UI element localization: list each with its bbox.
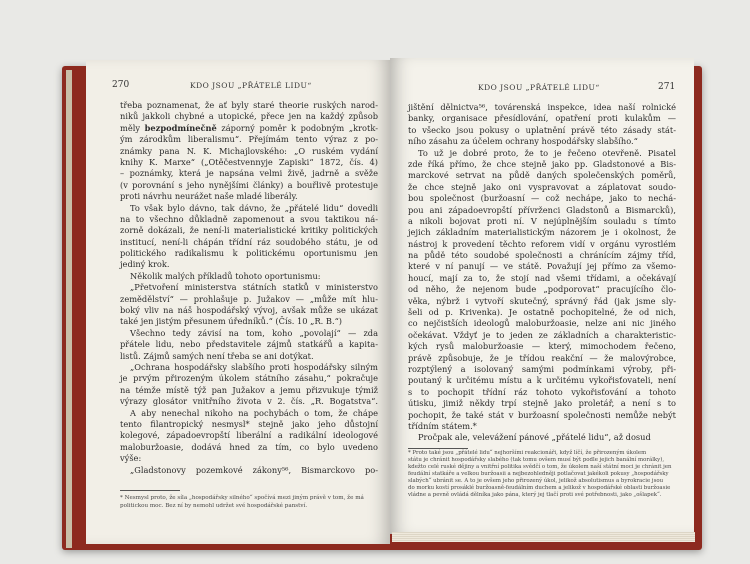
right-text-line: nástroj k provedení těchto reforem vidí v orgánu vyrostlém [408,238,676,249]
right-text-line: to všecko jsou pokusy o uplatnění právě této zásady stát- [408,124,676,135]
running-header-right: KDO JSOU „PŘÁTELÉ LIDU“ [478,83,600,92]
left-text-line: „Přetvoření ministerstva státních statků v ministerstvo [130,282,378,293]
left-text-line: tento filantropický nesmysl* stejně jako jeho důstojní [120,418,378,429]
right-text-line: třídním státem.* [408,420,477,431]
right-text-line: pochopit, že také stát v buržoasní společnosti nemůže nebýt [408,409,676,420]
left-text-line: „Ochrana hospodářsky slabšího proti hospodářsky silným [130,361,378,372]
left-text-line: knihy K. Marxe“ („Otěčestvennyje Zapiski“ 1872, čís. 4) [120,156,378,167]
right-text-line: houcí, mají za to, že stojí nad všemi třídami, a očekávají [408,272,676,283]
right-text-line: poutaný k určitému místu a k určitému vykořisťovateli, není [408,375,676,386]
right-text-line: na půdě této soudobé společnosti a chránícím zájmy tříd, [408,250,676,261]
right-text-line: rozptýlený a isolovaný samými podmínkami výroby, při- [408,363,676,374]
left-page [86,60,390,544]
page-stack-bottom [392,532,695,542]
right-text-line: co nejčistších ideologů maloburžoasie, nelze ani nic jiného [408,318,676,329]
left-text-line: ým zárodkům liberalismu“. Přejímám tento výraz z po- [120,134,378,145]
right-footnote-line: státu je chránit hospodářsky slabého (tak tomu ovšem musí být podle jejich banální morálky), [408,457,665,463]
right-page [390,58,694,534]
left-text-line: (v porovnání s jeho nynějšími články) a bouřlivě protestuje [120,179,378,190]
right-text-line: právě způsobuje, že je třídou reakční — že malovýrobce, [408,352,676,363]
right-footnote-line: slabých“ ubránit se. A to je ovšem jeho přirozený úkol, jelikož absolutismus a byrokracie jsou [408,478,664,484]
right-text-line: šeli od p. Krivenka). Je ostatně pochopitelné, že od nich, [408,307,676,318]
right-footnote-line: do morku kostí prosáklé buržoasně-feudálním duchem a jelikož v hospodářské oblasti buržoasie [408,485,671,491]
left-text-line: niků jakkoli chybné a utopické, přece jen na každý způsob [120,111,378,122]
footnote-rule-right [408,448,468,449]
footnote-rule-left [120,490,180,491]
right-text-line: jejich základním materialistickým názorem je i okolnost, že [408,227,676,238]
right-text-line: od něho, že nejenom bude „podporovat“ pracujícího člo- [408,284,676,295]
left-text-line: – poznámky, která je napsána velmi živě, jadrně a svěže [120,168,378,179]
right-text-line: zde říká přímo, že chce stejně jako pp. Gladstonové a Bis- [408,158,676,169]
left-page-body [120,100,378,476]
right-footnote-line: kdežto celé ruské dějiny a vnitřní politika svědčí o tom, že úkolem naší státní moci je chránit jen [408,464,672,470]
left-text-line: Několik malých příkladů tohoto oportunismu: [130,270,321,281]
right-text-line: útisku, jimiž někdy trpí stejně jako proletář, a není s to [408,398,676,409]
right-footnote-line: vládne a pevně ovládá dělníka jako pána, který jej tlačí proti své potřebnosti, jako „ošlapek“. [408,492,662,498]
left-text-line: listů. Zájmů samých není třeba se ani dotýkat. [120,350,314,361]
right-text-line: marckové setrvat na půdě daných společenských poměrů, [408,170,676,181]
left-text-line: kolegové, západoevropští liberální a radikální ideologové [120,430,378,441]
left-text-line: zorně dokázali, že není-li materialistické kritiky politických [120,225,378,236]
left-text-line: také jen jistým přesunem úředníků.“ (Čís. 10 „R. B.“) [120,316,343,327]
left-text-line: výše: [120,453,142,464]
page-stack-edge [66,70,72,548]
right-text-line: věka, nýbrž i vytvoří skutečný, správný řád (jak jsme sly- [408,295,676,306]
page-number-left: 270 [112,80,130,90]
footnote-left: * Nesmysl proto, že síla „hospodářsky silného“ spočívá mezi jiným právě v tom, že má politickou moc. Bez ní by nemohl udržet své hospodářské panství. [120,495,364,509]
left-text-line: institucí, není-li chápán třídní ráz soudobého státu, je od [120,236,378,247]
right-text-line: a nikoli bojovat proti ní. V nejúplnějším souladu s tímto [408,215,676,226]
right-text-line: pou ani západoevropští přívrženci Gladstonů a Bismarcků), [408,204,676,215]
left-text-line: známky pana N. K. Michajlovského: „O ruském vydání [120,145,378,156]
right-text-line: ního zásahu za účelem ochrany hospodářsky slabšího.“ [408,136,638,147]
left-text-line: politického radikalismu k politickému oportunismu jen [120,248,378,259]
right-text-line: bou společnost (buržoasní — což nechápe, jako to nechá- [408,193,676,204]
right-text-line: Pročpak ale, velevážení pánové „přátelé lidu“, až dosud [418,432,651,443]
right-page-body [408,102,676,444]
left-text-line: na to všechno důkladně zapomenout a svou taktikou ná- [120,213,378,224]
page-number-right: 271 [658,82,676,92]
left-text-line: zemědělství“ — prohlašuje p. Južakov — „může mít hlu- [120,293,378,304]
left-text-line: To však bylo dávno, tak dávno, že „přátelé lidu“ dovedli [130,202,378,213]
right-text-line: jištění dělnictva⁵⁶, továrenská inspekce, idea naší rolnické [408,102,676,112]
left-text-line: přátele lidu, nebo představitele zájmů statkářů a kapita- [120,339,378,350]
right-text-line: očekávat. Vždyť je to jeden ze základních a charakteristic- [408,329,676,340]
footnote-right [408,450,676,499]
left-text-line: „Gladstonovy pozemkové zákony⁵⁶, Bismarckovo po- [130,464,378,475]
left-text-line: je prvým přirozeným úkolem státního zásahu,“ pokračuje [120,373,378,384]
left-text-line: boký vliv na náš hospodářský vývoj, avšak může se ukázat [120,305,378,316]
right-text-line: že chce stejně jako oni vyspravovat a záplatovat soudo- [408,181,676,192]
right-footnote-line: * Proto také jsou „přátelé lidu“ nejhoršími reakcionáři, když líčí, že přirozeným úkolem [408,450,647,456]
left-text-line: jediný krok. [120,259,170,270]
right-footnote-line: feudální statkáře a velkou buržoasii a nejbezohledněji potlačovat jakékoli pokusy „hospodářsky [408,471,669,477]
left-text-line: výrazy glosátor vnitřního života v 2. čís. „R. Bogatstva“. [120,396,378,407]
running-header-left: KDO JSOU „PŘÁTELÉ LIDU“ [190,81,312,90]
left-text-line: na témže místě týž pan Južakov a jemu přizvukuje týmiž [120,384,378,395]
left-text-line: A aby nenechal nikoho na pochybách o tom, že chápe [130,407,378,418]
left-text-line: proti návrhu neurážet naše mladé liberály. [120,191,298,202]
left-text-line: maloburžoasie, dodává hned za tím, co bylo uvedeno [120,441,378,452]
right-text-line: s to pochopit třídní ráz tohoto vykořisťování a tohoto [408,386,676,397]
left-text-line: Všechno tedy závisí na tom, koho „povolají“ — zda [130,327,378,338]
left-text-line: třeba poznamenat, že ať byly staré theorie ruských narod- [120,100,378,110]
right-text-line: kých rysů maloburžoasie — který, mimochodem řečeno, [408,341,676,352]
left-text-line: měly bezpodmínečně záporný poměr k podobným „krotk- [120,122,378,133]
right-text-line: To už je dobré proto, že to je řečeno otevřeně. Pisatel [418,147,676,158]
right-text-line: které v ní panují — ve státě. Považují jej přímo za všemo- [408,261,676,272]
right-text-line: banky, organisace přesídlování, opatření proti kulakům — [408,113,676,124]
